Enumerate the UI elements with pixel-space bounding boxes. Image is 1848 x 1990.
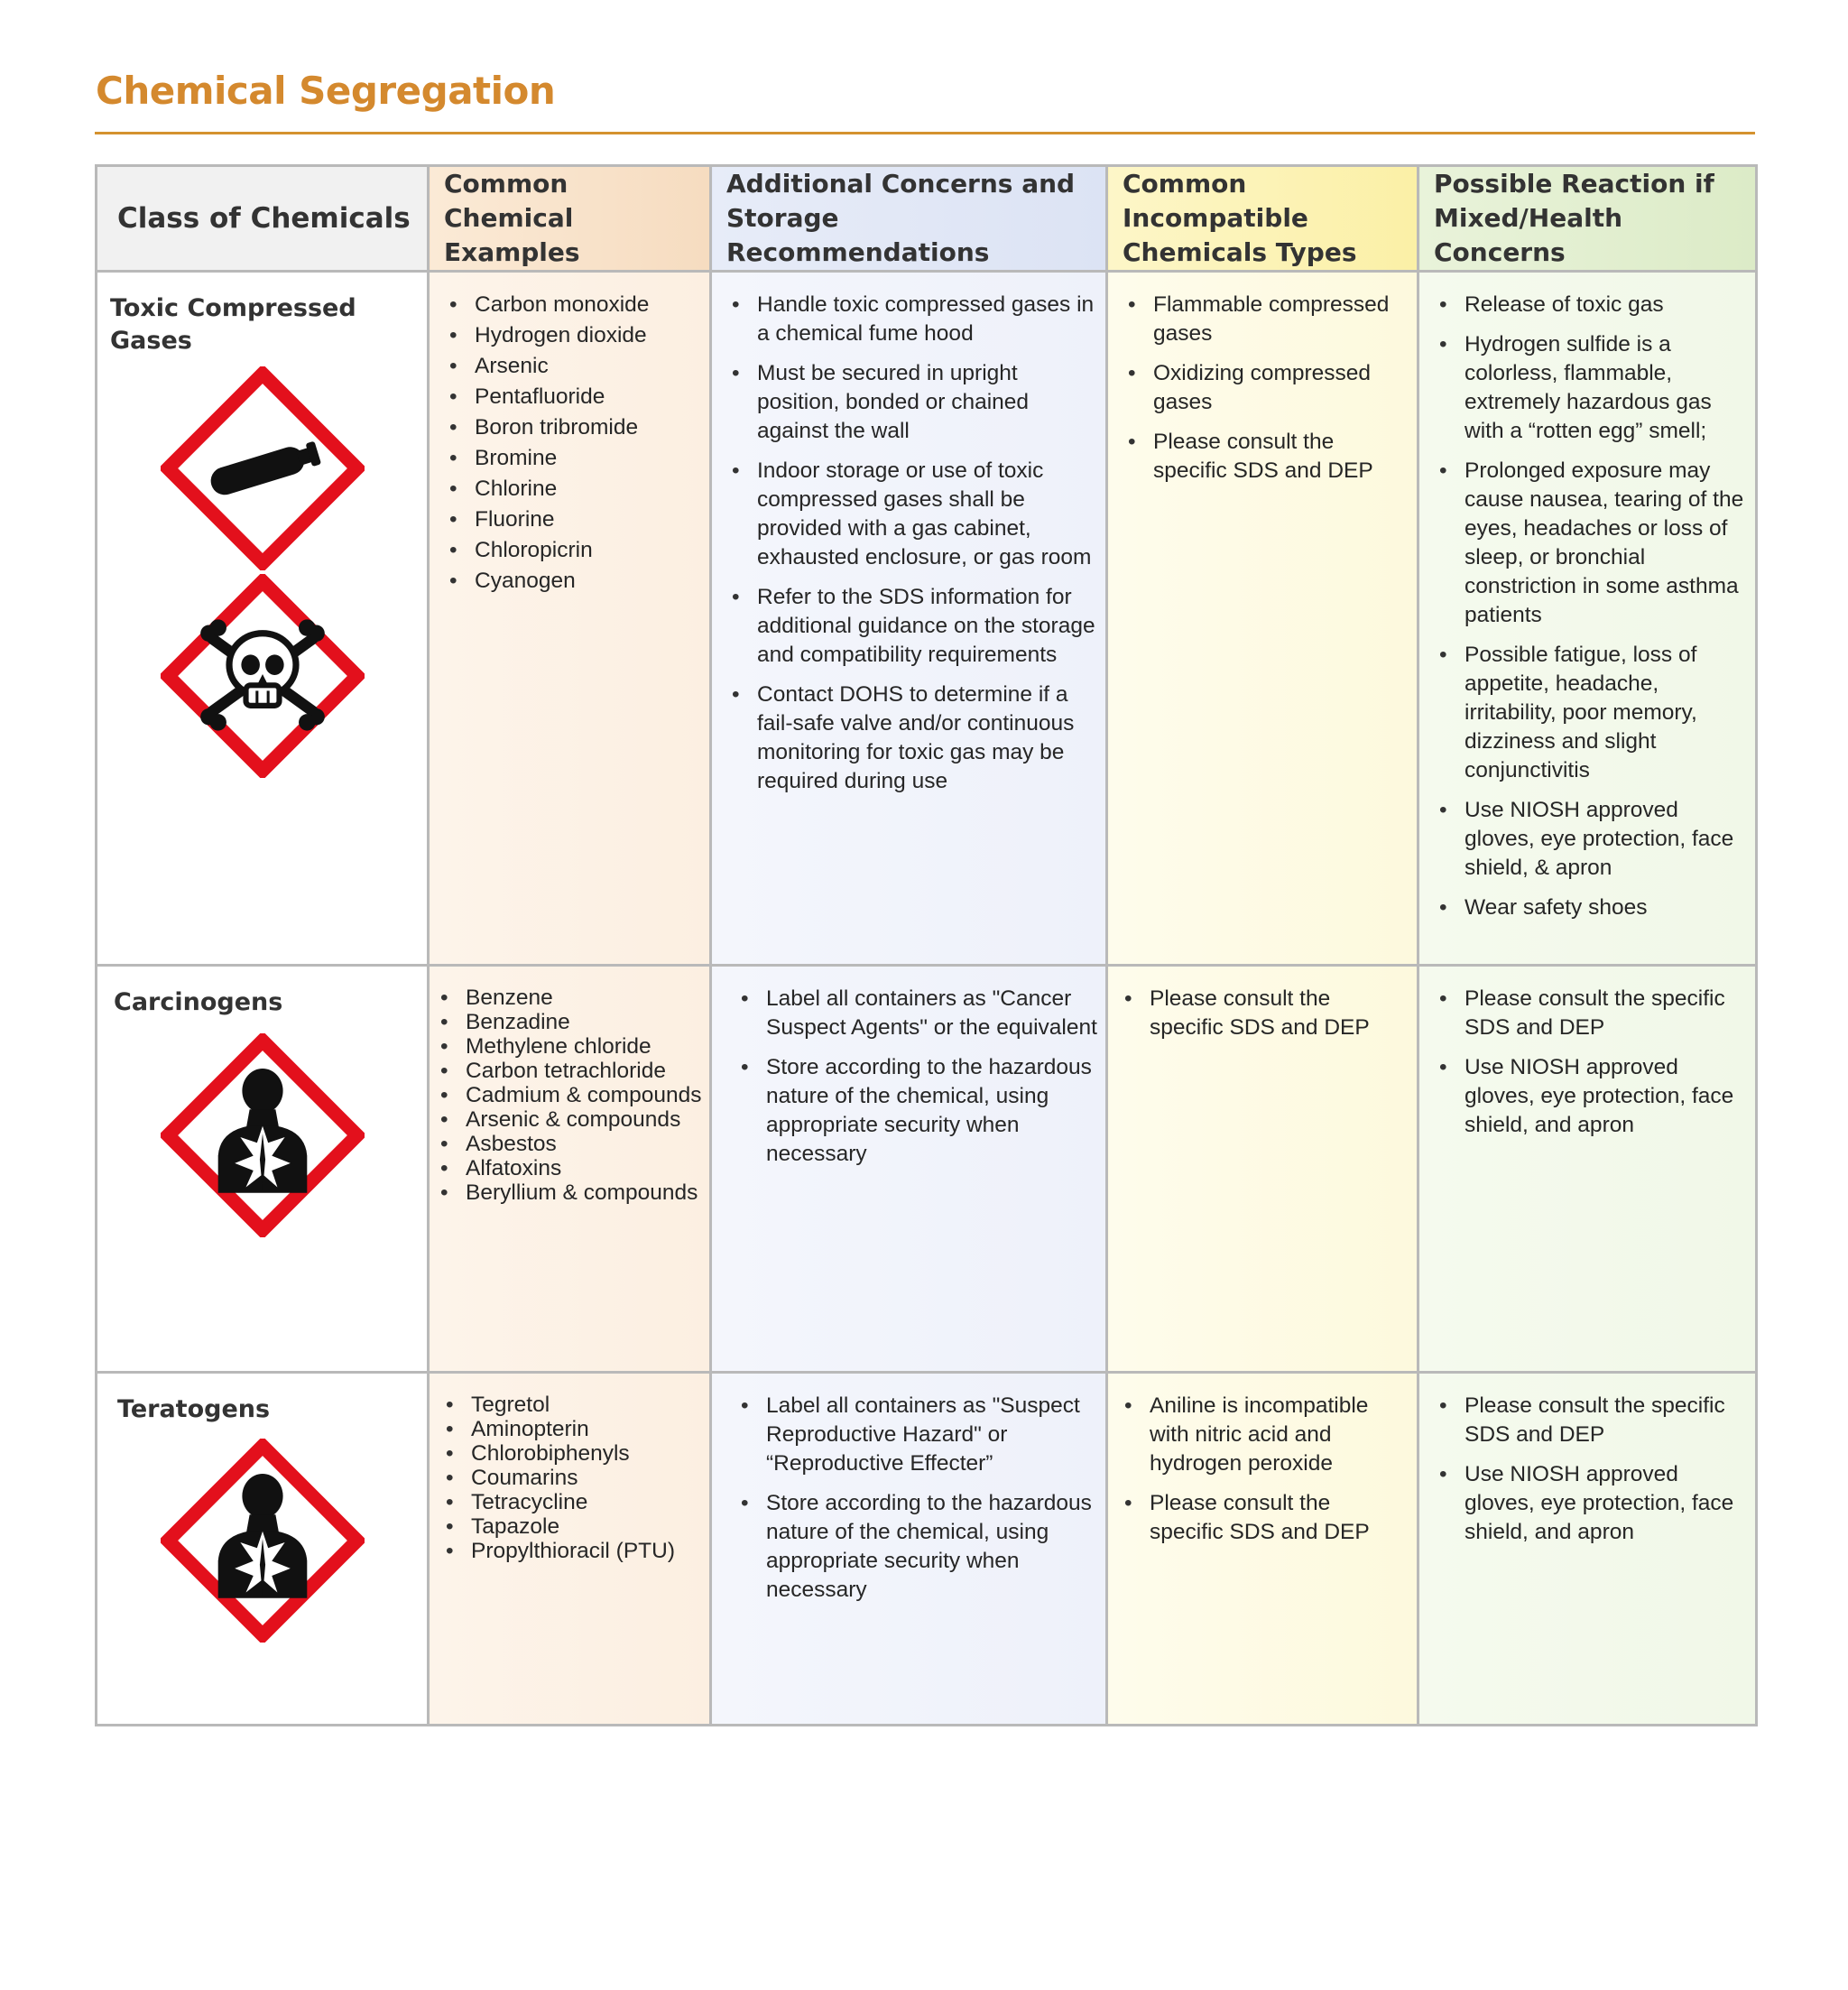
list-item: • Arsenic	[446, 352, 702, 381]
list-item: • Fluorine	[446, 505, 702, 534]
list-item: • Must be secured in upright position, bonded or chained against the wall	[728, 359, 1098, 446]
examples-cell	[429, 1373, 711, 1726]
list-item: • Cyanogen	[446, 567, 702, 596]
concerns-list	[712, 1374, 1105, 1605]
list-item: • Coumarins	[442, 1465, 702, 1492]
health-hazard-icon	[161, 1033, 365, 1237]
pictogram-group	[97, 1033, 427, 1237]
header-incompatible-chemicals: Common Incompatible Chemicals Types	[1107, 166, 1418, 272]
list-item: • Please consult the specific SDS and DEP	[1121, 985, 1409, 1042]
list-item: • Indoor storage or use of toxic compressed gases shall be provided with a gas cabinet, exhausted enclosure, or gas room	[728, 457, 1098, 572]
list-item: • Asbestos	[437, 1131, 702, 1158]
list-item: • Use NIOSH approved gloves, eye protection, face shield, and apron	[1436, 1053, 1748, 1140]
list-item: • Oxidizing compressed gases	[1124, 359, 1409, 417]
incompatible-list	[1108, 967, 1417, 1042]
list-item: • Arsenic & compounds	[437, 1106, 702, 1134]
list-item: • Aniline is incompatible with nitric acid and hydrogen peroxide	[1121, 1392, 1409, 1478]
list-item: • Use NIOSH approved gloves, eye protection, face shield, & apron	[1436, 796, 1748, 883]
concerns-list	[712, 967, 1105, 1169]
list-item: • Boron tribromide	[446, 413, 702, 442]
header-additional-concerns: Additional Concerns and Storage Recommendations	[711, 166, 1107, 272]
table-row	[97, 1373, 1757, 1726]
class-name: Toxic Compressed Gases	[110, 294, 356, 355]
table-row	[97, 966, 1757, 1373]
list-item: • Use NIOSH approved gloves, eye protection, face shield, and apron	[1436, 1460, 1748, 1547]
list-item: • Chlorine	[446, 475, 702, 504]
header-class-of-chemicals: Class of Chemicals	[97, 166, 429, 272]
concerns-cell	[711, 966, 1107, 1373]
list-item: • Flammable compressed gases	[1124, 291, 1409, 348]
reaction-list	[1419, 967, 1755, 1140]
list-item: • Carbon monoxide	[446, 291, 702, 319]
class-name: Teratogens	[117, 1395, 271, 1423]
skull-crossbones-icon	[161, 574, 365, 778]
list-item: • Tegretol	[442, 1392, 702, 1419]
list-item: • Tapazole	[442, 1513, 702, 1541]
class-cell	[97, 272, 429, 966]
reaction-list	[1419, 273, 1755, 922]
list-item: • Please consult the specific SDS and DEP	[1124, 428, 1409, 486]
list-item: • Please consult the specific SDS and DEP	[1121, 1489, 1409, 1547]
list-item: • Prolonged exposure may cause nausea, tearing of the eyes, headaches or loss of sleep, or bronchial constriction in some asthma patients	[1436, 457, 1748, 630]
examples-cell	[429, 272, 711, 966]
list-item: • Tetracycline	[442, 1489, 702, 1516]
reaction-cell	[1418, 966, 1757, 1373]
list-item: • Methylene chloride	[437, 1033, 702, 1060]
list-item: • Label all containers as "Suspect Reproductive Hazard" or “Reproductive Effecter”	[737, 1392, 1098, 1478]
incompatible-cell	[1107, 966, 1418, 1373]
list-item: • Pentafluoride	[446, 383, 702, 412]
examples-list	[430, 967, 709, 1207]
pictogram-group	[97, 366, 427, 778]
concerns-list	[712, 273, 1105, 796]
examples-cell	[429, 966, 711, 1373]
list-item: • Possible fatigue, loss of appetite, headache, irritability, poor memory, dizziness and slight conjunctivitis	[1436, 641, 1748, 785]
incompatible-cell	[1107, 1373, 1418, 1726]
list-item: • Benzadine	[437, 1009, 702, 1036]
list-item: • Refer to the SDS information for additional guidance on the storage and compatibility requirements	[728, 583, 1098, 670]
segregation-table	[95, 164, 1758, 1726]
list-item: • Chloropicrin	[446, 536, 702, 565]
examples-list	[430, 1374, 709, 1565]
list-item: • Contact DOHS to determine if a fail-safe valve and/or continuous monitoring for toxic gas may be required during use	[728, 680, 1098, 796]
list-item: • Label all containers as "Cancer Suspect Agents" or the equivalent	[737, 985, 1098, 1042]
header-common-examples: Common Chemical Examples	[429, 166, 711, 272]
concerns-cell	[711, 272, 1107, 966]
list-item: • Alfatoxins	[437, 1155, 702, 1182]
list-item: • Release of toxic gas	[1436, 291, 1748, 319]
reaction-cell	[1418, 1373, 1757, 1726]
gas-cylinder-icon	[161, 366, 365, 570]
health-hazard-icon	[161, 1439, 365, 1643]
list-item: • Beryllium & compounds	[437, 1180, 702, 1207]
list-item: • Handle toxic compressed gases in a chemical fume hood	[728, 291, 1098, 348]
incompatible-list	[1108, 1374, 1417, 1547]
list-item: • Propylthioracil (PTU)	[442, 1538, 702, 1565]
page-title: Chemical Segregation	[96, 69, 556, 113]
concerns-cell	[711, 1373, 1107, 1726]
examples-list	[430, 273, 709, 596]
list-item: • Hydrogen dioxide	[446, 321, 702, 350]
pictogram-group	[97, 1439, 427, 1643]
list-item: • Cadmium & compounds	[437, 1082, 702, 1109]
list-item: • Store according to the hazardous nature of the chemical, using appropriate security when necessary	[737, 1489, 1098, 1605]
list-item: • Please consult the specific SDS and DEP	[1436, 985, 1748, 1042]
class-cell	[97, 966, 429, 1373]
list-item: • Carbon tetrachloride	[437, 1058, 702, 1085]
reaction-list	[1419, 1374, 1755, 1547]
list-item: • Please consult the specific SDS and DEP	[1436, 1392, 1748, 1449]
table-header-row	[97, 166, 1757, 272]
class-cell	[97, 1373, 429, 1726]
title-divider	[95, 132, 1755, 134]
list-item: • Wear safety shoes	[1436, 893, 1748, 922]
incompatible-list	[1108, 273, 1417, 486]
table-row	[97, 272, 1757, 966]
incompatible-cell	[1107, 272, 1418, 966]
list-item: • Aminopterin	[442, 1416, 702, 1443]
list-item: • Hydrogen sulfide is a colorless, flammable, extremely hazardous gas with a “rotten egg” smell;	[1436, 330, 1748, 446]
header-possible-reaction: Possible Reaction if Mixed/Health Concerns	[1418, 166, 1757, 272]
list-item: • Benzene	[437, 985, 702, 1012]
reaction-cell	[1418, 272, 1757, 966]
list-item: • Bromine	[446, 444, 702, 473]
list-item: • Chlorobiphenyls	[442, 1440, 702, 1467]
class-name: Carcinogens	[114, 988, 283, 1016]
list-item: • Store according to the hazardous nature of the chemical, using appropriate security when necessary	[737, 1053, 1098, 1169]
